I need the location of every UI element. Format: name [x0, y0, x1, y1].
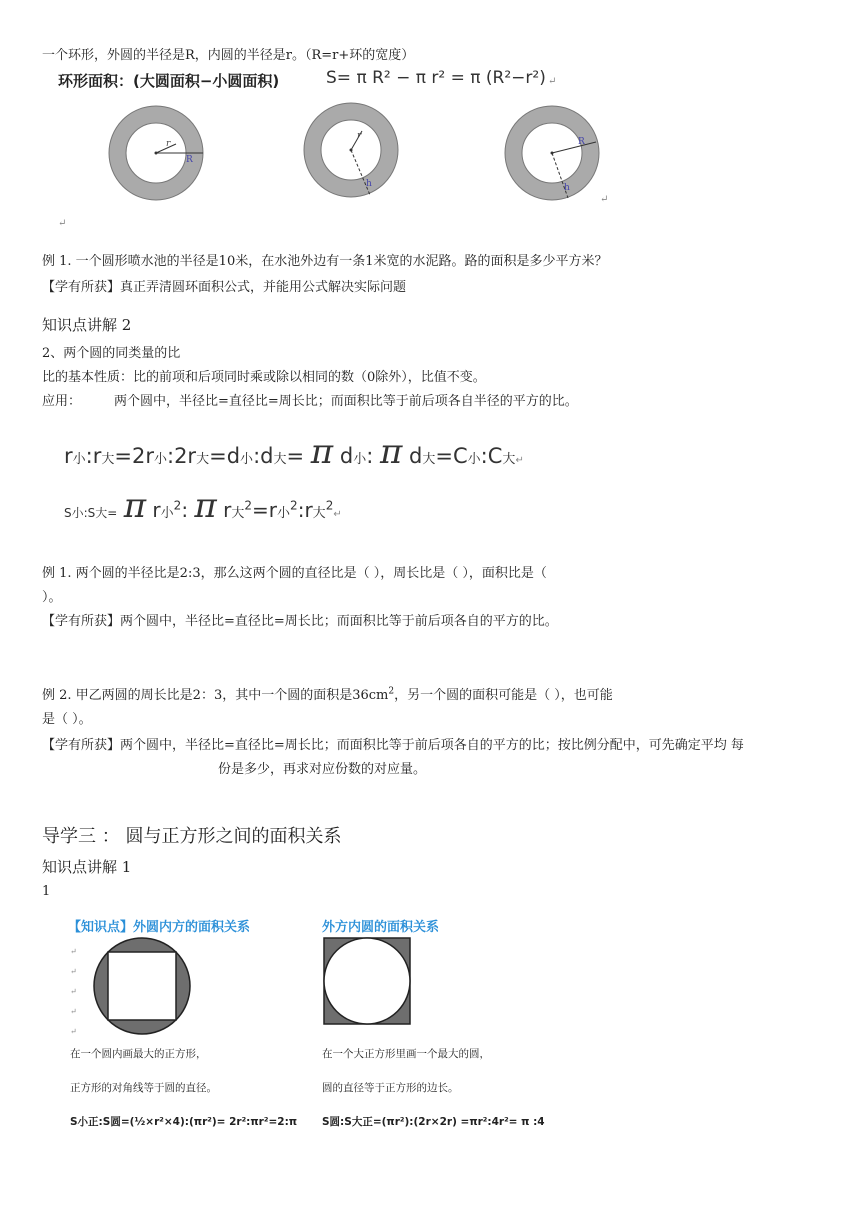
ring-diagram-2: [304, 103, 398, 197]
knowledge-heading-3: 知识点讲解 1: [42, 858, 132, 876]
left-caption-1: 在一个圆内画最大的正方形，: [70, 1048, 207, 1060]
return-mark: ↵: [600, 194, 609, 205]
ring-formula-title: 环形面积：(大圆面积−小圆面积): [58, 72, 280, 90]
application-label: 应用：: [42, 394, 82, 409]
right-caption-2: 圆的直径等于正方形的边长。: [322, 1082, 459, 1094]
example-perimeter-ratio: 例 2. 甲乙两圆的周长比是2：3，其中一个圆的面积是$36cm^2$，另一个圆的面积可能是（ ），也可能: [42, 686, 613, 703]
square-with-inscribed-circle: [324, 938, 410, 1024]
learning-gain-3: 【学有所获】两个圆中，半径比=直径比=周长比；而面积比等于前后项各自的平方的比；按比例分配中，可先确定平均 每: [42, 738, 744, 753]
knowledge-sub: 2、两个圆的同类量的比: [42, 346, 181, 361]
example-radius-ratio-end: ）。: [42, 590, 62, 605]
learning-gain-1: 【学有所获】真正弄清圆环面积公式，并能用公式解决实际问题: [42, 280, 407, 295]
svg-text:↵: ↵: [70, 947, 77, 956]
svg-text:R: R: [186, 155, 193, 165]
knowledge-heading-2: 知识点讲解 2: [42, 316, 132, 334]
ratio-property: 比的基本性质：比的前项和后项同时乘或除以相同的数（0除外），比值不变。: [42, 370, 486, 385]
svg-text:↵: ↵: [70, 1027, 77, 1036]
right-area-formula: S圆:S大正=(πr²):(2r×2r) =πr²:4r²= π :4: [322, 1116, 545, 1128]
circle-with-inscribed-square: [94, 938, 190, 1034]
learning-gain-2: 【学有所获】两个圆中，半径比=直径比=周长比；而面积比等于前后项各自的平方的比。: [42, 614, 558, 629]
ratio-formula-1: r小:r大=2r小:2r大=d小:d大= π d小: π d大=C小:C大↵: [64, 432, 524, 472]
svg-text:h: h: [564, 183, 570, 193]
learning-gain-3-cont: 份是多少，再求对应份数的对应量。: [218, 762, 427, 777]
ring-diagrams: [100, 100, 620, 210]
section-heading-3: 导学三 ： 圆与正方形之间的面积关系: [42, 826, 342, 847]
ring-diagram-1: [109, 106, 203, 200]
ratio-formula-2: S小:S大= π r小$^2$: π r大$^2$=r小$^2$:r大$^2$↵: [64, 486, 342, 526]
svg-text:R: R: [578, 137, 585, 147]
ring-formula: S= π R² − π r² = π (R²−r²): [326, 68, 546, 88]
svg-text:↵: ↵: [70, 987, 77, 996]
example-1: 例 1. 一个圆形喷水池的半径是10米，在水池外边有一条1米宽的水泥路。路的面积是多少平方米？: [42, 254, 608, 269]
svg-text:r: r: [357, 131, 362, 141]
svg-text:↵: ↵: [70, 1007, 77, 1016]
example-radius-ratio: 例 1. 两个圆的半径比是2:3，那么这两个圆的直径比是（ ），周长比是（ ），面积比是（: [42, 566, 547, 581]
right-figure-title: 外方内圆的面积关系: [322, 920, 440, 935]
left-area-formula: S小正:S圆=(½×r²×4):(πr²)= 2r²:πr²=2:π: [70, 1116, 298, 1128]
svg-text:↵: ↵: [70, 967, 77, 976]
right-caption-1: 在一个大正方形里画一个最大的圆，: [322, 1048, 490, 1060]
return-mark: ↵: [58, 218, 67, 229]
example-perimeter-ratio-end: 是（ ）。: [42, 712, 92, 727]
svg-text:r: r: [166, 139, 171, 149]
return-mark: ↵: [548, 76, 557, 87]
ring-intro: 一个环形，外圆的半径是R，内圆的半径是r。（R=r+环的宽度）: [42, 48, 415, 63]
item-number: 1: [42, 884, 51, 899]
square-circle-diagrams: [60, 936, 460, 1036]
application-text: 两个圆中，半径比=直径比=周长比；而面积比等于前后项各自半径的平方的比。: [114, 394, 578, 409]
ring-diagram-3: [505, 106, 599, 200]
left-figure-title: 【知识点】外圆内方的面积关系: [68, 920, 251, 935]
svg-text:h: h: [366, 179, 372, 189]
left-caption-2: 正方形的对角线等于圆的直径。: [70, 1082, 217, 1094]
